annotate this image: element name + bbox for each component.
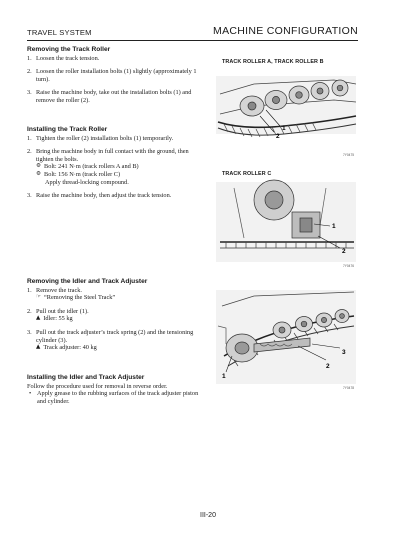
figure-1-code: 7Y0475	[343, 153, 354, 157]
figure-1-callout-2: 2	[276, 133, 280, 140]
bullet-item	[27, 390, 203, 405]
torque-text: Bolt: 156 N·m (track roller C)	[44, 170, 121, 178]
figure-2-code: 7Y0476	[343, 264, 354, 268]
section-label: TRAVEL SYSTEM	[27, 28, 92, 37]
compound-line	[27, 179, 203, 187]
step	[27, 287, 203, 295]
figure-2-callout-2: 2	[342, 248, 346, 255]
torque-line	[27, 163, 203, 171]
step	[27, 68, 203, 83]
header-rule	[27, 40, 358, 41]
figure-1-callout-1: 1	[282, 125, 286, 132]
figure-1-illustration	[214, 66, 360, 158]
weight-icon: ▲	[36, 315, 41, 322]
step-text: Remove the track.	[36, 286, 82, 294]
step	[27, 192, 203, 200]
step-text: Raise the machine body, then adjust the track tension.	[36, 192, 172, 200]
step-text: Pull out the idler (1).	[36, 307, 89, 315]
figure-3-illustration	[214, 286, 360, 392]
step	[27, 308, 203, 316]
step-text: Tighten the roller (2) installation bolts (1) temporarily.	[36, 134, 174, 142]
compound-text: Apply thread-locking compound.	[45, 178, 129, 186]
step-number: 2.	[27, 148, 32, 156]
track-roller-drawing	[216, 76, 356, 137]
section-removing-idler	[27, 278, 203, 352]
figure-2-title: TRACK ROLLER C	[222, 171, 272, 177]
step	[27, 329, 203, 344]
figure-3-callout-1: 1	[222, 373, 226, 380]
figure-3-callout-2: 2	[326, 363, 330, 370]
step-text: Raise the machine body, take out the installation bolts (1) and remove the roller (2).	[36, 89, 192, 104]
step-number: 1.	[27, 286, 32, 294]
section-installing-track-roller	[27, 126, 203, 206]
torque-line	[27, 171, 203, 179]
wrench-icon: ⚙	[36, 163, 42, 170]
idler-adjuster-drawing	[216, 290, 356, 384]
step	[27, 89, 203, 104]
page-number: III-20	[200, 512, 216, 519]
heading-installing-track-roller: Installing the Track Roller	[27, 126, 108, 133]
reference-line	[27, 294, 203, 302]
step-text: Pull out the track adjuster’s track spring (2) and the tensioning cylinder (3).	[36, 328, 194, 344]
weight-line	[27, 315, 203, 323]
step	[27, 148, 203, 163]
wrench-icon: ⚙	[36, 170, 42, 177]
figure-3-callout-3: 3	[342, 349, 346, 356]
section-removing-track-roller	[27, 46, 203, 111]
figure-3-code: 7Y0478	[343, 386, 354, 390]
reference-icon: ☞	[36, 294, 42, 301]
torque-text: Bolt: 241 N·m (track rollers A and B)	[44, 163, 139, 171]
step-text: Bring the machine body in full contact with the ground, then tighten the bolts.	[36, 148, 189, 163]
step-number: 1.	[27, 54, 32, 62]
step-number: 3.	[27, 89, 32, 97]
step	[27, 135, 203, 143]
step-number: 1.	[27, 134, 32, 142]
bullet-icon: •	[29, 390, 32, 398]
step-text: Loosen the track tension.	[36, 54, 100, 62]
bullet-text: Apply grease to the rubbing surfaces of the track adjuster piston and cylinder.	[37, 390, 199, 405]
figure-2-callout-1: 1	[332, 223, 336, 230]
track-roller-c-drawing	[216, 180, 356, 262]
weight-text: Idler: 55 kg	[43, 315, 73, 323]
step-text: Loosen the roller installation bolts (1) slightly (approximately 1 turn).	[36, 68, 197, 83]
intro-text: Follow the procedure used for removal in reverse order.	[27, 382, 168, 390]
reference-text: “Removing the Steel Track”	[44, 294, 116, 302]
step-number: 3.	[27, 328, 32, 336]
step-number: 3.	[27, 192, 32, 200]
heading-removing-idler: Removing the Idler and Track Adjuster	[27, 278, 148, 285]
weight-text: Track adjuster: 40 kg	[43, 344, 97, 352]
step	[27, 55, 203, 63]
figure-1-title: TRACK ROLLER A, TRACK ROLLER B	[222, 59, 324, 65]
weight-icon: ▲	[36, 344, 41, 351]
heading-installing-idler: Installing the Idler and Track Adjuster	[27, 374, 145, 381]
step-number: 2.	[27, 68, 32, 76]
heading-removing-track-roller: Removing the Track Roller	[27, 46, 111, 53]
page-title: MACHINE CONFIGURATION	[213, 25, 358, 37]
step-number: 2.	[27, 307, 32, 315]
figure-2-illustration	[214, 178, 360, 270]
section-installing-idler	[27, 374, 203, 405]
weight-line	[27, 344, 203, 352]
